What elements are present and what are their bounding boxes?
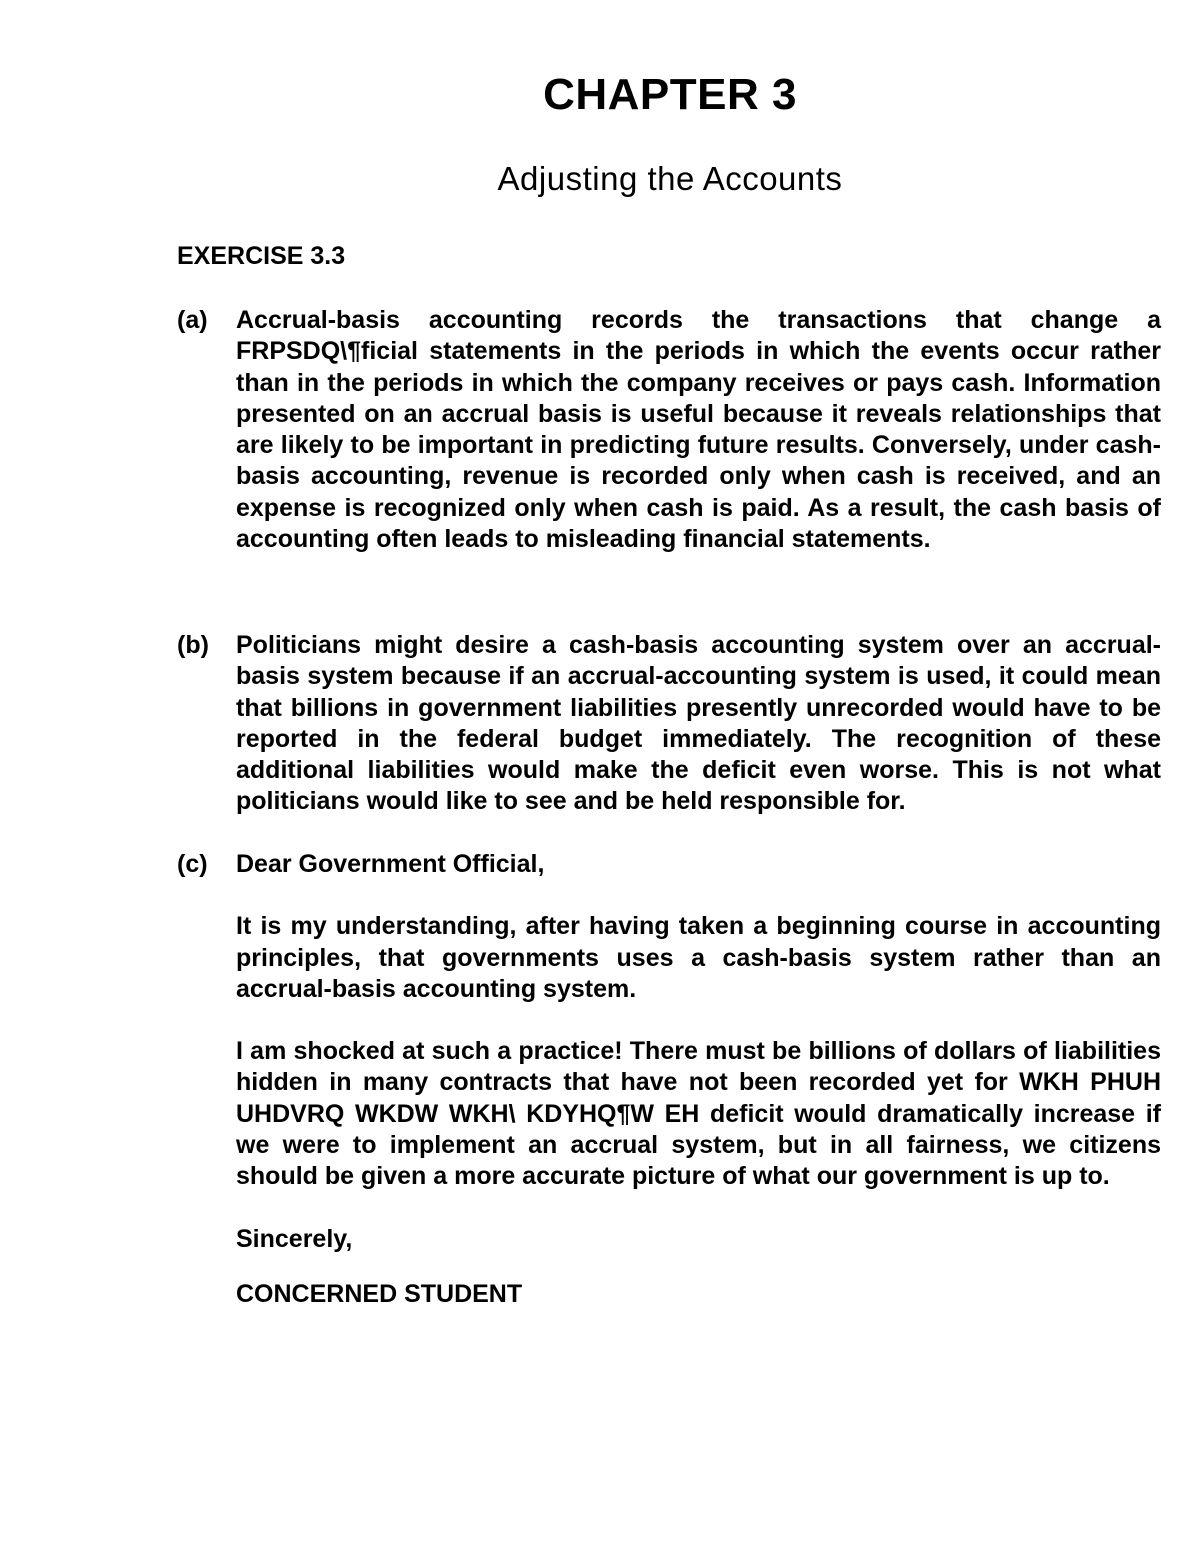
letter-paragraph-1: It is my understanding, after having taken a beginning course in accounting principles, that governments uses a cash-basis system rather than an accrual-basis accounting system. [236,912,1161,1003]
letter-closing: Sincerely, [236,1224,353,1253]
chapter-title: CHAPTER 3 [543,70,797,119]
part-b-text: Politicians might desire a cash-basis accounting system over an accrual-basis system because if an accrual-accounting system is used, it could mean that billions in government liabilities presently unrecorded would have to be reported in the federal budget immediately. The recognition of these additional liabilities would make the deficit even worse. This is not what politicians would like to see and be held responsible for. [236,631,1161,816]
part-a-label: (a) [177,306,208,334]
chapter-subtitle: Adjusting the Accounts [497,160,843,197]
letter-signature: CONCERNED STUDENT [236,1279,523,1308]
part-c-label: (c) [177,850,208,878]
letter-paragraph-2: I am shocked at such a practice! There must be billions of dollars of liabilities hidden in many contracts that have not been recorded yet for WKH PHUH UHDVRQ WKDW WKH\ KDYHQ¶W EH deficit would dramatically increase if we were to implement an accrual system, but in all fairness, we citizens should be given a more accurate picture of what our government is up to. [236,1037,1161,1191]
letter-salutation: Dear Government Official, [236,850,545,878]
part-a-text: Accrual-basis accounting records the transactions that change a FRPSDQ\¶ficial statements in the periods in which the events occur rather than in the periods in which the company receives or pays cash. Information presented on an accrual basis is useful because it reveals relationships that are likely to be important in predicting future results. Conversely, under cash-basis accounting, revenue is recorded only when cash is received, and an expense is recognized only when cash is paid. As a result, the cash basis of accounting often leads to misleading financial statements. [236,306,1161,554]
part-b-label: (b) [177,631,209,659]
letter [236,849,1161,1334]
exercise-heading: EXERCISE 3.3 [177,242,346,270]
